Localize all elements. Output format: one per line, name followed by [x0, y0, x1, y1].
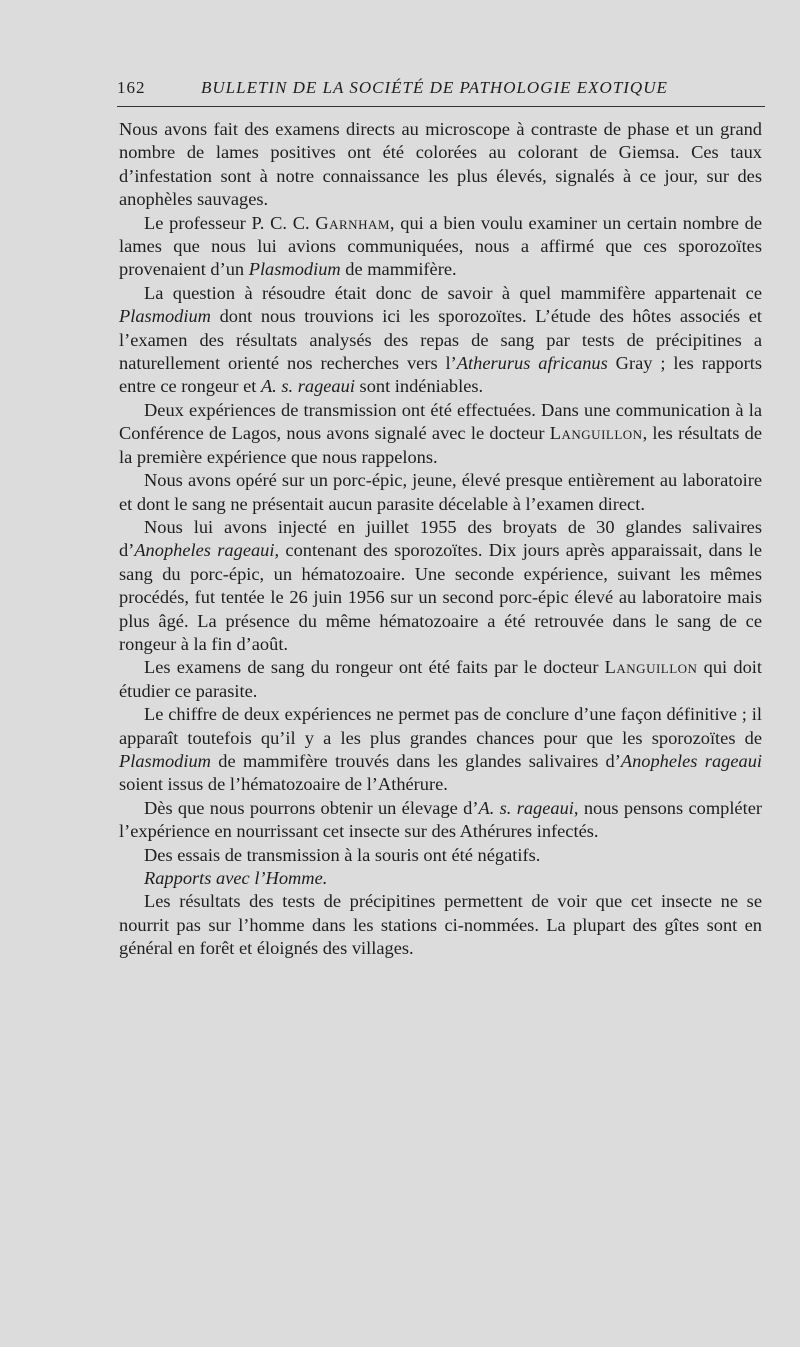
- text-span: Le chiffre de deux expériences ne permet pas de conclure d’une façon définitive ; il apparaît toutefois qu’il y a les plus grandes chances pour que les sporozoïtes de: [119, 704, 762, 748]
- paragraph-3: [119, 282, 762, 399]
- article-body: [119, 118, 762, 961]
- paragraph-6: [119, 516, 762, 656]
- species-name: A. s. rageaui: [260, 376, 355, 397]
- text-span: , les résultats de la première expérience que nous rappelons.: [119, 423, 762, 467]
- text-span: dont nous trouvions ici les sporozoïtes. L’étude des hôtes associés et l’examen des résultats analysés des repas de sang par tests de précipitines a naturellement orienté nos recherches vers l’: [119, 306, 762, 374]
- author-name-languillon: Languillon: [549, 423, 643, 444]
- species-name: A. s. rageaui: [478, 797, 574, 818]
- text-span: sont indéniables.: [354, 376, 484, 397]
- text-span: Les examens de sang du rongeur ont été faits par le docteur: [144, 657, 605, 678]
- journal-title: BULLETIN DE LA SOCIÉTÉ DE PATHOLOGIE EXOTIQUE: [201, 78, 668, 97]
- paragraph-11: Les résultats des tests de précipitines permettent de voir que cet insecte ne se nourrit pas sur l’homme dans les stations ci-nommées. La plupart des gîtes sont en général en forêt et éloignés des villages.: [119, 891, 762, 959]
- paragraph-1: Nous avons fait des examens directs au microscope à contraste de phase et un grand nombre de lames positives ont été colorées au colorant de Giemsa. Ces taux d’infestation sont à notre connaissance les plus élevés, signalés à ce jour, sur des anophèles sauvages.: [119, 119, 762, 210]
- text-span: , nous pensons compléter l’expérience en nourrissant cet insecte sur des Athérures infectés.: [119, 797, 762, 842]
- text-span: de mammifère trouvés dans les glandes salivaires d’: [210, 750, 621, 771]
- genus-name: Plasmodium: [248, 259, 341, 280]
- text-span: , contenant des sporozoïtes. Dix jours après apparaissait, dans le sang du porc-épic, un hématozoaire. Une seconde expérience, suivant les mêmes procédés, fut tentée le 26 juin 1956 sur un second porc-épic élevé au laboratoire mais plus âgé. La présence du même hématozoaire a été retrouvée dans le sang de ce rongeur à la fin d’août.: [119, 540, 762, 654]
- paragraph-9: [119, 797, 762, 844]
- text-span: Deux expériences de transmission ont été effectuées. Dans une communication à la Conférence de Lagos, nous avons signalé avec le docteur: [119, 399, 762, 444]
- paragraph-4: [119, 399, 762, 469]
- text-span: La question à résoudre était donc de savoir à quel mammifère appartenait ce: [144, 282, 762, 303]
- page-number: 162: [117, 78, 146, 97]
- species-name: Atherurus africanus: [456, 353, 608, 374]
- text-span: , qui a bien voulu examiner un certain nombre de lames que nous lui avions communiquées, nous a affirmé que ces sporozoïtes provenaient d’un: [119, 212, 762, 280]
- text-span: Gray ; les rapports entre ce rongeur et: [119, 353, 763, 397]
- text-span: soient issus de l’hématozoaire de l’Athérure.: [119, 774, 448, 795]
- running-header: [117, 78, 768, 108]
- header-rule: [117, 106, 765, 107]
- text-span: de mammifère.: [340, 259, 457, 280]
- paragraph-8: [119, 703, 762, 797]
- text-span: Le professeur P. C. C.: [144, 212, 316, 233]
- species-name: Anopheles rageaui: [134, 540, 275, 561]
- paragraph-10: Des essais de transmission à la souris ont été négatifs.: [144, 844, 541, 865]
- species-name: Anopheles rageaui: [620, 750, 762, 771]
- paragraph-5: Nous avons opéré sur un porc-épic, jeune, élevé presque entièrement au laboratoire et dont le sang ne présentait aucun parasite décelable à l’examen direct.: [119, 470, 762, 514]
- author-name-languillon: Languillon: [604, 657, 698, 678]
- genus-name: Plasmodium: [119, 750, 211, 771]
- author-name-garnham: Garnham: [315, 212, 390, 233]
- paragraph-7: [119, 656, 762, 703]
- genus-name: Plasmodium: [119, 306, 211, 327]
- text-span: Dès que nous pourrons obtenir un élevage d’: [144, 797, 479, 818]
- text-span: Nous lui avons injecté en juillet 1955 des broyats de 30 glandes salivaires d’: [119, 516, 762, 561]
- paragraph-2: [119, 212, 762, 282]
- text-span: qui doit étudier ce parasite.: [119, 657, 762, 701]
- section-title: Rapports avec l’Homme.: [144, 868, 328, 888]
